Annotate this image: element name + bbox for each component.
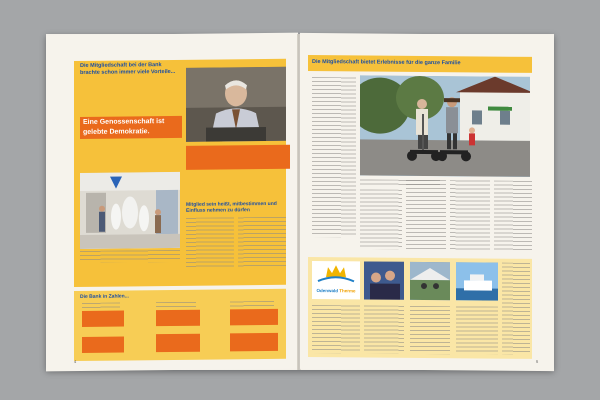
article-text bbox=[186, 217, 234, 268]
number-box bbox=[82, 337, 124, 353]
crown-icon bbox=[312, 261, 360, 283]
right-page-number: 5 bbox=[536, 358, 539, 364]
number-box bbox=[230, 333, 278, 352]
left-headline-line1: Die Mitgliedschaft bei der Bank bbox=[80, 62, 162, 69]
article-text bbox=[360, 189, 402, 249]
number-box bbox=[156, 334, 200, 352]
number-label bbox=[156, 302, 196, 309]
number-box bbox=[230, 309, 278, 326]
logo-line1: Odenwald bbox=[316, 288, 338, 294]
motto-box bbox=[80, 116, 182, 139]
left-page bbox=[46, 33, 298, 372]
article-text bbox=[406, 180, 446, 250]
article-text bbox=[494, 181, 532, 251]
number-label bbox=[230, 301, 274, 308]
right-headline: Die Mitgliedschaft bietet Erlebnisse für die ganze Familie bbox=[312, 58, 461, 67]
photo-caption bbox=[80, 250, 180, 263]
left-subheading-line1: Mitglied sein heißt, mitbestimmen und bbox=[186, 200, 277, 208]
motto-line1: Eine Genossenschaft ist bbox=[83, 118, 165, 126]
left-headline-line2: brachte schon immer viele Vorteile... bbox=[80, 68, 176, 76]
quote-box bbox=[186, 145, 290, 170]
event-text bbox=[502, 263, 530, 355]
left-page-number: 4 bbox=[74, 359, 77, 365]
event-text bbox=[410, 306, 450, 354]
right-page bbox=[300, 33, 554, 371]
number-label bbox=[82, 303, 120, 310]
event-photo bbox=[456, 262, 498, 300]
bank-lobby-photo bbox=[80, 172, 180, 249]
event-photo bbox=[410, 262, 450, 300]
left-subheading bbox=[186, 201, 286, 214]
article-text bbox=[450, 180, 490, 250]
event-text bbox=[364, 305, 404, 353]
numbers-heading: Die Bank in Zahlen... bbox=[80, 293, 129, 300]
event-text bbox=[312, 305, 360, 353]
event-photo bbox=[364, 261, 404, 299]
left-subheading-line2: Einfluss nehmen zu dürfen bbox=[186, 207, 250, 214]
motto-line2: gelebte Demokratie. bbox=[83, 128, 150, 136]
logo-line2: Therme bbox=[339, 288, 356, 294]
article-text bbox=[312, 77, 356, 237]
segway-photo bbox=[360, 75, 530, 176]
speaker-photo bbox=[186, 67, 286, 142]
article-text bbox=[238, 217, 286, 268]
number-box bbox=[156, 310, 200, 326]
number-box bbox=[82, 311, 124, 327]
newspaper-spread bbox=[46, 34, 554, 370]
event-text bbox=[456, 306, 498, 354]
therme-logo bbox=[312, 261, 360, 299]
